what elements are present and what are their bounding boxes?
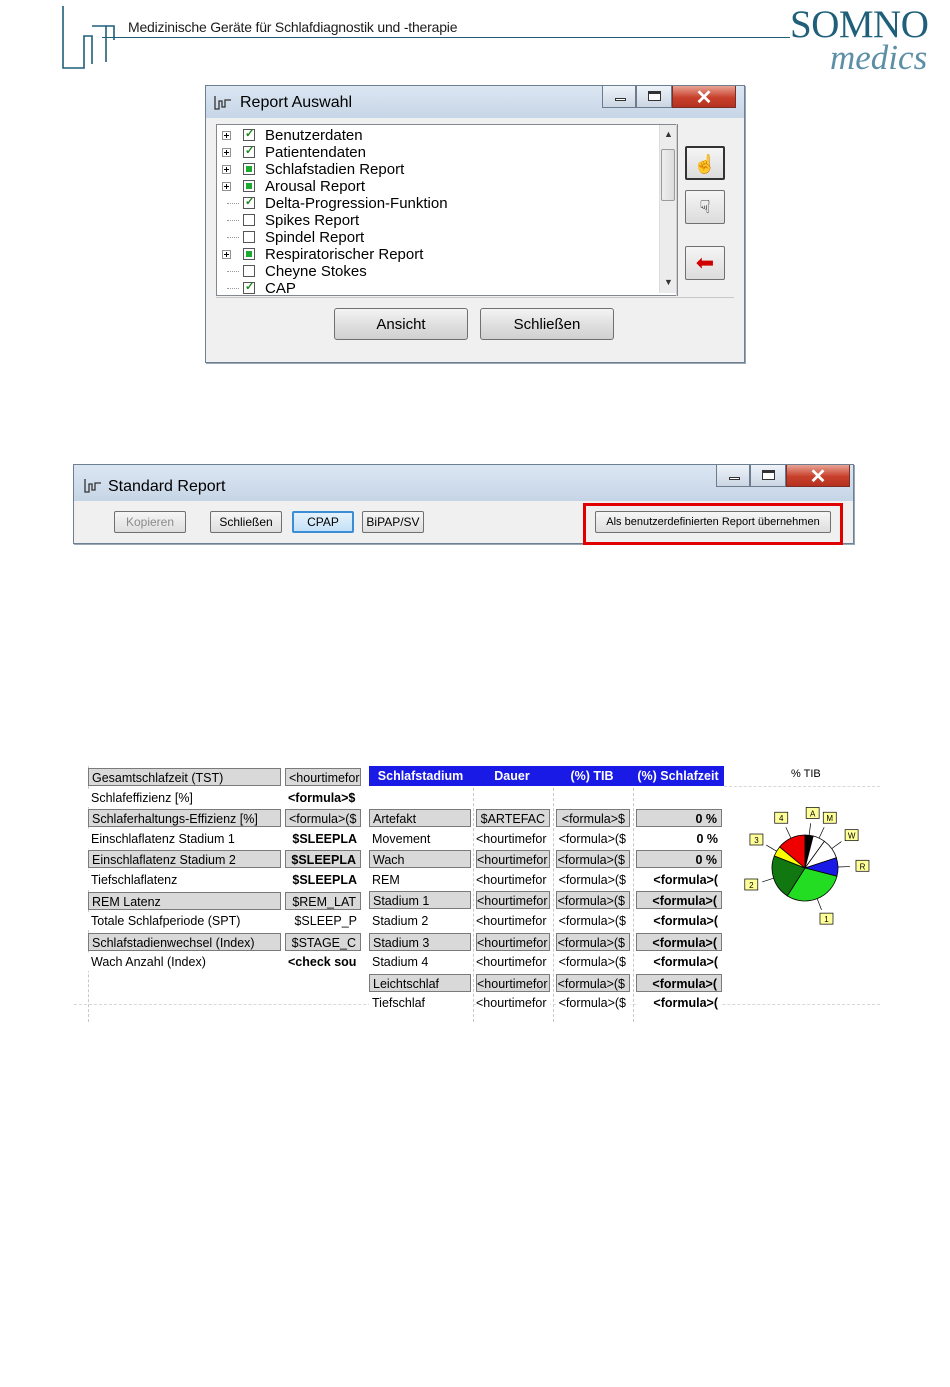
stage-sleep-percent: <formula>( [636, 912, 722, 930]
pie-leader-line [832, 842, 842, 849]
close-button[interactable]: Schließen [480, 308, 614, 340]
stage-duration: <hourtimefor [476, 974, 550, 992]
pie-slice-label: A [809, 809, 816, 819]
standard-report-title: Standard Report [108, 478, 226, 495]
brand-name-medics: medics [830, 38, 928, 77]
report-item-label: Delta-Progression-Funktion [265, 195, 448, 212]
pie-leader-line [817, 899, 821, 910]
stage-sleep-percent: 0 % [636, 809, 722, 827]
report-item-label: Spindel Report [265, 229, 365, 246]
pie-leader-line [786, 827, 791, 838]
stage-tib: <formula>$ [556, 809, 630, 827]
pie-slice-label: W [847, 831, 856, 841]
pie-slice-label: 4 [779, 814, 784, 824]
stage-name: Wach [369, 850, 471, 868]
report-item-label: Patientendaten [265, 144, 366, 161]
stage-tib: <formula>($ [556, 974, 630, 992]
copy-button[interactable]: Kopieren [114, 511, 186, 533]
pie-leader-line [762, 878, 773, 882]
stage-duration: <hourtimefor [476, 933, 550, 951]
summary-label: Schlafstadienwechsel (Index) [88, 933, 281, 951]
summary-value: $STAGE_C [285, 933, 361, 951]
pie-slice-label: R [859, 862, 866, 872]
stage-sleep-percent: <formula>( [636, 871, 722, 889]
stage-tib: <formula>($ [556, 830, 630, 848]
scroll-down-icon[interactable]: ▼ [664, 277, 673, 287]
summary-value: $SLEEPLA [285, 871, 361, 889]
stage-duration: <hourtimefor [476, 871, 550, 889]
stage-sleep-percent: <formula>( [636, 891, 722, 909]
summary-value: <formula>$ [285, 789, 361, 807]
hand-down-icon: ☟ [699, 197, 711, 217]
pie-leader-line [819, 827, 824, 838]
stage-name: Leichtschlaf [369, 974, 471, 992]
pie-slice-label: 2 [749, 880, 754, 890]
pie-title: % TIB [791, 768, 821, 780]
pie-leader-line [766, 845, 776, 851]
summary-value: $SLEEP_P [285, 912, 361, 930]
report-auswahl-title: Report Auswahl [240, 94, 353, 111]
stage-sleep-percent: <formula>( [636, 994, 722, 1012]
summary-label: Wach Anzahl (Index) [88, 953, 281, 971]
stage-name: Stadium 4 [369, 953, 471, 971]
brand-name-somno: SOMNO [790, 3, 929, 46]
summary-label: Schlaferhaltungs-Effizienz [%] [88, 809, 281, 827]
pie-slice-label: M [826, 814, 834, 824]
scroll-up-icon[interactable]: ▲ [664, 129, 673, 139]
close-icon: ✕ [809, 466, 827, 488]
stage-duration: <hourtimefor [476, 912, 550, 930]
summary-value: <formula>($ [285, 809, 361, 827]
header-duration: Dauer [472, 766, 552, 786]
report-item-label: Spikes Report [265, 212, 360, 229]
summary-value: <check sou [285, 953, 361, 971]
header-tagline: Medizinische Geräte für Schlafdiagnostik und -therapie [128, 19, 458, 35]
stage-sleep-percent: <formula>( [636, 974, 722, 992]
stage-duration: $ARTEFAC [476, 809, 550, 827]
report-item-label: Arousal Report [265, 178, 366, 195]
header-tib: (%) TIB [552, 766, 632, 786]
report-item-label: Benutzerdaten [265, 127, 363, 144]
close-icon: ✕ [695, 87, 713, 109]
summary-value: $SLEEPLA [285, 850, 361, 868]
stage-sleep-percent: 0 % [636, 830, 722, 848]
summary-value: $SLEEPLA [285, 830, 361, 848]
stage-name: REM [369, 871, 471, 889]
close-button[interactable]: Schließen [210, 511, 282, 533]
report-item-label: CAP [265, 280, 296, 296]
report-item-label: Respiratorischer Report [265, 246, 424, 263]
stage-name: Stadium 1 [369, 891, 471, 909]
summary-label: REM Latenz [88, 892, 281, 910]
stage-tib: <formula>($ [556, 871, 630, 889]
hand-up-icon: ☝ [693, 154, 717, 174]
stage-tib: <formula>($ [556, 994, 630, 1012]
stage-duration: <hourtimefor [476, 891, 550, 909]
pie-slice-label: 1 [824, 915, 829, 925]
stage-sleep-percent: <formula>( [636, 953, 722, 971]
pie-slice-label: 3 [754, 836, 759, 846]
adopt-custom-report-button[interactable]: Als benutzerdefinierten Report übernehmen [595, 511, 831, 533]
red-arrow-left-icon: ⬅ [695, 250, 715, 275]
summary-label: Einschlaflatenz Stadium 1 [88, 830, 281, 848]
stage-name: Movement [369, 830, 471, 848]
stage-duration: <hourtimefor [476, 830, 550, 848]
report-item-label: Schlafstadien Report [265, 161, 405, 178]
view-button[interactable]: Ansicht [334, 308, 468, 340]
stage-name: Stadium 3 [369, 933, 471, 951]
summary-label: Schlafeffizienz [%] [88, 789, 281, 807]
stage-tib: <formula>($ [556, 891, 630, 909]
stage-name: Stadium 2 [369, 912, 471, 930]
header-stage: Schlafstadium [369, 766, 472, 786]
tib-pie-chart [740, 806, 870, 936]
summary-label: Tiefschlaflatenz [88, 871, 281, 889]
stage-duration: <hourtimefor [476, 953, 550, 971]
summary-value: <hourtimefor [285, 768, 361, 786]
cpap-button[interactable]: CPAP [292, 511, 354, 533]
stage-duration: <hourtimefor [476, 850, 550, 868]
stage-tib: <formula>($ [556, 850, 630, 868]
stage-duration: <hourtimefor [476, 994, 550, 1012]
stage-name: Tiefschlaf [369, 994, 471, 1012]
stage-tib: <formula>($ [556, 953, 630, 971]
stage-name: Artefakt [369, 809, 471, 827]
summary-label: Totale Schlafperiode (SPT) [88, 912, 281, 930]
stage-sleep-percent: 0 % [636, 850, 722, 868]
summary-label: Einschlaflatenz Stadium 2 [88, 850, 281, 868]
header-sleep-time: (%) Schlafzeit [632, 766, 724, 786]
stage-tib: <formula>($ [556, 912, 630, 930]
stage-sleep-percent: <formula>( [636, 933, 722, 951]
summary-value: $REM_LAT [285, 892, 361, 910]
stage-tib: <formula>($ [556, 933, 630, 951]
report-item-label: Cheyne Stokes [265, 263, 367, 280]
pie-leader-line [809, 823, 811, 835]
bipap-sv-button[interactable]: BiPAP/SV [362, 511, 424, 533]
summary-label: Gesamtschlafzeit (TST) [88, 768, 281, 786]
